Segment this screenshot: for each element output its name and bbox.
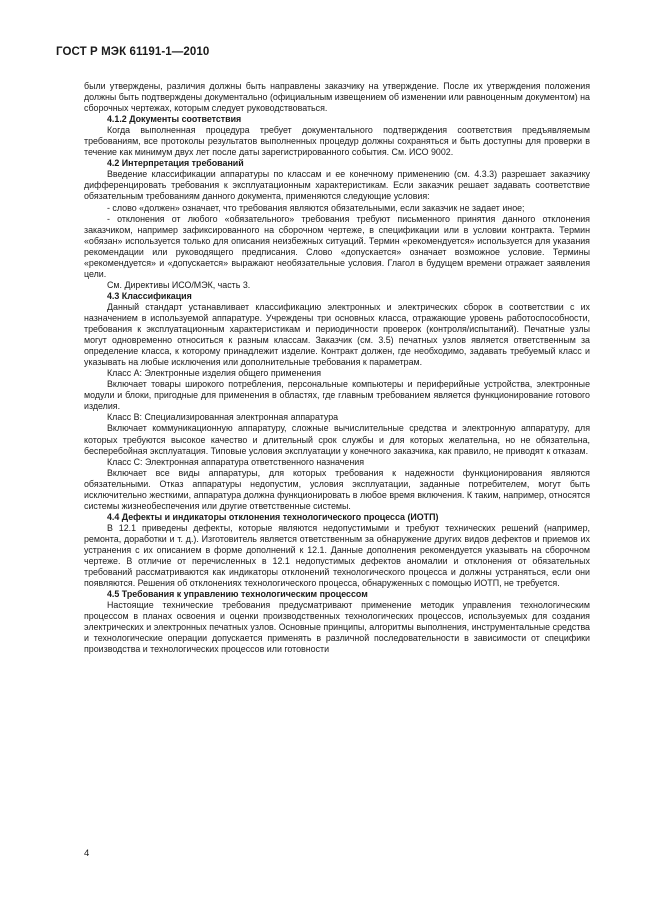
paragraph: Включает товары широкого потребления, персональные компьютеры и периферийные устройства, электронные модули и блоки, пригодные для применения в областях, где главным требованием является функционирование готового изделия. (84, 379, 590, 412)
section-heading: 4.4 Дефекты и индикаторы отклонения технологического процесса (ИОТП) (107, 511, 439, 522)
paragraph: См. Директивы ИСО/МЭК, часть 3. (107, 279, 251, 290)
document-header: ГОСТ Р МЭК 61191-1—2010 (56, 46, 210, 58)
paragraph: Настоящие технические требования предусматривают применение методик управления технологическим процессом в планах освоения и оценки производственных технологических процессов, используемых для создания электрических и электронных печатных узлов. Основные принципы, алгоритмы выполнения, инструментальные средства и технологические операции допускается применять в различной последовательности в зависимости от специфики производства и технологических процессов или готовности (84, 600, 590, 655)
paragraph: Введение классификации аппаратуры по классам и ее конечному применению (см. 4.3.3) разрешает заказчику дифференцировать требования к эксплуатационным характеристикам. Если заказчик решает задавать соответствие обязательным требованиям данного документа, применяются следующие условия: (84, 169, 590, 202)
page-number: 4 (84, 848, 90, 859)
section-heading: 4.1.2 Документы соответствия (107, 114, 242, 125)
paragraph: - слово «должен» означает, что требования являются обязательными, если заказчик не задает иное; (107, 202, 525, 213)
paragraph: Класс В: Специализированная электронная аппаратура (107, 412, 339, 423)
paragraph: Когда выполненная процедура требует документального подтверждения соответствия предъявляемым требованиям, все протоколы результатов выполненных процедур должны сохраняться и быть доступны для проверки в течение как минимум двух лет после даты зарегистрированного события. См. ИСО 9002. (84, 125, 590, 158)
paragraph: Включает все виды аппаратуры, для которых требования к надежности функционирования являются обязательными. Отказ аппаратуры недопустим, условия эксплуатации, заданные потребителем, могут быть исключительно жесткими, аппаратура должна функционировать в любое время включения. К таким, например, относятся системы жизнеобеспечения или другие ответственные системы. (84, 467, 590, 511)
paragraph: Класс А: Электронные изделия общего применения (107, 368, 322, 379)
section-heading: 4.3 Классификация (107, 290, 192, 301)
section-heading: 4.2 Интерпретация требований (107, 158, 244, 169)
paragraph: - отклонения от любого «обязательного» требования требуют письменного принятия данного отклонения заказчиком, например зафиксированного на сборочном чертеже, в спецификации или в условии контракта. Термин «обязан» используется только для описания неизбежных ситуаций. Термин «рекомендуется» используется для указания рекомендации или руководящего предписания. Слово «допускается» означает возможное условие. Термины «рекомендуется» и «допускается» выражают необязательные условия. Глагол в будущем времени отражает заявления цели. (84, 213, 590, 279)
paragraph: Класс С: Электронная аппаратура ответственного назначения (107, 456, 365, 467)
paragraph: В 12.1 приведены дефекты, которые являются недопустимыми и требуют технических решений (например, ремонта, доработки и т. д.). Изготовитель является ответственным за обнаружение других видов дефектов и приемов их устранения с их описанием в форме дополнений к 12.1. Данные дополнения рекомендуется указывать на сборочном чертеже. В отличие от перечисленных в 12.1 недопустимых дефектов аномалии и отклонения от обязательных требований рассматриваются как индикаторы отклонений технологического процесса и должны устраняться, если они появляются. Решения об отклонениях технологического процесса, обнаруженных с помощью ИОТП, не требуется. (84, 522, 590, 589)
paragraph: были утверждены, различия должны быть направлены заказчику на утверждение. После их утверждения положения должны быть подтверждены документально (официальным извещением об изменении или равноценным документом) на сборочных чертежах, которым следует руководствоваться. (84, 81, 590, 114)
section-heading: 4.5 Требования к управлению технологическим процессом (107, 589, 368, 600)
paragraph: Включает коммуникационную аппаратуру, сложные вычислительные средства и электронную аппаратуру, для которых требуются высокое качество и длительный срок службы и для которых желательна, но не обязательна, бесперебойная эксплуатация. Типовые условия эксплуатации у конечного заказчика, как правило, не приводят к отказам. (84, 423, 590, 456)
paragraph: Данный стандарт устанавливает классификацию электронных и электрических сборок в соответствии с их назначением в используемой аппаратуре. Учреждены три основных класса, отражающие уровень работоспособности, требования к эксплуатационным характеристикам и периодичности проверок (контроля/испытаний). Печатные узлы могут одновременно относиться к разным классам. Заказчик (см. 3.5) печатных узлов является ответственным за определение класса, к которому принадлежит изделие. Контракт должен, где необходимо, задавать требуемый класс и указывать на любые исключения или дополнительные требования к параметрам. (84, 301, 590, 368)
document-body (84, 81, 590, 655)
